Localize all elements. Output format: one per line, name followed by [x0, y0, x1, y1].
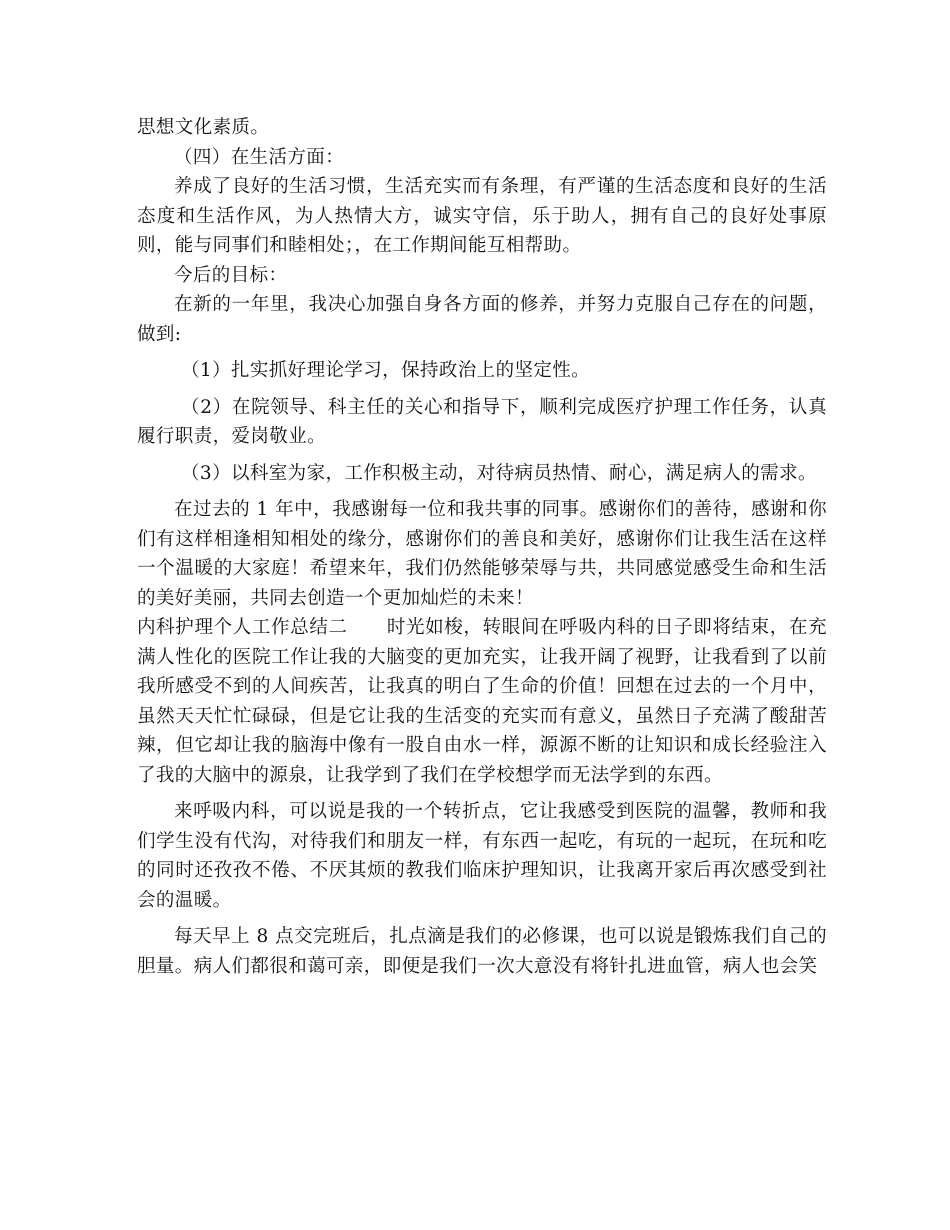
paragraph-life: 养成了良好的生活习惯，生活充实而有条理，有严谨的生活态度和良好的生活态度和生活作风，为人热情大方，诚实守信，乐于助人，拥有自己的良好处事原则，能与同事们和睦相处；，在工作期间能互相帮助。 — [137, 176, 827, 256]
paragraph-daily-routine: 每天早上 8 点交完班后，扎点滴是我们的必修课，也可以说是锻炼我们自己的胆量。病人们都很和蔼可亲，即便是我们一次大意没有将针扎进血管，病人也会笑 — [137, 926, 827, 977]
paragraph-goals-intro: 在新的一年里，我决心加强自身各方面的修养，并努力克服自己存在的问题，做到: — [137, 294, 827, 345]
document-body — [137, 113, 827, 981]
goal-item-3: （3）以科室为家，工作积极主动，对待病员热情、耐心，满足病人的需求。 — [181, 462, 817, 484]
paragraph-thanks: 在过去的 1 年中，我感谢每一位和我共事的同事。感谢你们的善待，感谢和你们有这样相逢相知相处的缘分，感谢你们的善良和美好，感谢你们让我生活在这样一个温暖的大家庭！希望来年，我们仍然能够荣辱与共，共同感觉感受生命和生活的美好美丽，共同去创造一个更加灿烂的未来！ — [137, 499, 827, 609]
summary-two-title: 内科护理个人工作总结二 — [137, 617, 348, 638]
section-heading-goals: 今后的目标： — [174, 264, 288, 286]
goal-item-1: （1）扎实抓好理论学习，保持政治上的坚定性。 — [181, 360, 591, 381]
paragraph-summary-two — [137, 613, 827, 790]
section-heading-life: （四）在生活方面： — [174, 146, 345, 168]
paragraph-respiratory-dept: 来呼吸内科，可以说是我的一个转折点，它让我感受到医院的温馨，教师和我们学生没有代沟，对待我们和朋友一样，有东西一起吃，有玩的一起玩，在玩和吃的同时还孜孜不倦、不厌其烦的教我们临床护理知识，让我离开家后再次感受到社会的温暖。 — [137, 801, 827, 911]
paragraph-continuation: 思想文化素质。 — [137, 117, 270, 138]
title-gap — [348, 617, 387, 638]
summary-two-opening: 时光如梭，转眼间在呼吸内科的日子即将结束，在充满人性化的医院工作让我的大脑变的更加充实，让我开阔了视野，让我看到了以前我所感受不到的人间疾苦，让我真的明白了生命的价值！回想在过去的一个月中，虽然天天忙忙碌碌，但是它让我的生活变的充实而有意义，虽然日子充满了酸甜苦辣，但它却让我的脑海中像有一股自由水一样，源源不断的让知识和成长经验注入了我的大脑中的源泉，让我学到了我们在学校想学而无法学到的东西。 — [137, 617, 828, 786]
goal-item-2: （2）在院领导、科主任的关心和指导下，顺利完成医疗护理工作任务，认真履行职责，爱岗敬业。 — [137, 396, 827, 447]
